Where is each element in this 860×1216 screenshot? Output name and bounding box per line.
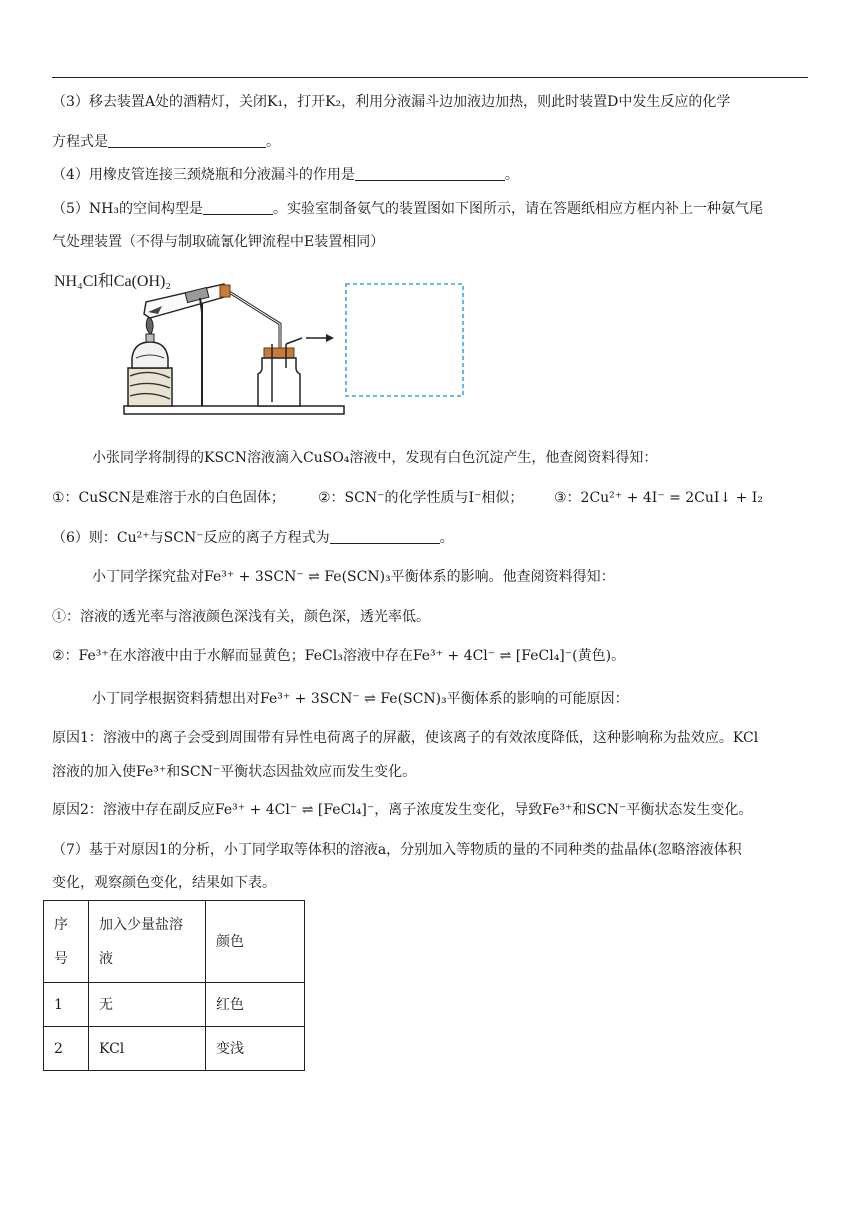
row-number: 1 xyxy=(44,983,89,1027)
ding-intro: 小丁同学探究盐对Fe³⁺ + 3SCN⁻ ⇌ Fe(SCN)₃平衡体系的影响。他查阅资料得知： xyxy=(92,569,615,585)
q7-line2: 变化，观察颜色变化，结果如下表。 xyxy=(52,875,276,891)
bottle-stopper xyxy=(264,348,294,358)
top-rule xyxy=(52,77,808,78)
q3-end: 。 xyxy=(266,134,280,150)
collection-bottle xyxy=(258,358,300,406)
row-color: 红色 xyxy=(206,983,305,1027)
q7-line1: （7）基于对原因1的分析，小丁同学取等体积的溶液a，分别加入等物质的量的不同种类的盐晶体(忽略溶液体积 xyxy=(52,842,742,858)
q5-text-b: 。实验室制备氨气的装置图如下图所示，请在答题纸相应方框内补上一种氨气尾 xyxy=(272,201,763,217)
q5-text-a: （5）NH₃的空间构型是 xyxy=(52,201,203,217)
q3-line2 xyxy=(52,132,280,152)
q3-prefix: 方程式是 xyxy=(52,134,108,150)
q5-line2: 气处理装置（不得与制取硫氰化钾流程中E装置相同） xyxy=(52,234,385,250)
q6-end: 。 xyxy=(439,530,454,546)
row-salt: KCl xyxy=(89,1027,206,1071)
stopper xyxy=(220,285,230,297)
answer-blank-q3[interactable] xyxy=(108,133,266,148)
table-header-row xyxy=(44,901,305,983)
answer-box[interactable] xyxy=(346,284,463,396)
answer-blank-q5[interactable] xyxy=(203,200,273,215)
header-number: 序 号 xyxy=(44,901,89,983)
zhang-fact1: ①：CuSCN是难溶于水的白色固体； xyxy=(52,490,285,506)
header-salt: 加入少量盐溶 液 xyxy=(89,901,206,983)
reason1-line1: 原因1：溶液中的离子会受到周围带有异性电荷离子的屏蔽，使该离子的有效浓度降低，这种影响称为盐效应。KCl xyxy=(52,730,759,746)
reason1-line2: 溶液的加入使Fe³⁺和SCN⁻平衡状态因盐效应而发生变化。 xyxy=(52,764,417,780)
zhang-fact3: ③：2Cu²⁺ + 4I⁻ = 2CuI↓ + I₂ xyxy=(554,490,763,506)
q3-line1: （3）移去装置A处的酒精灯，关闭K₁，打开K₂，利用分液漏斗边加液边加热，则此时装置D中发生反应的化学 xyxy=(52,94,731,110)
q5-line1 xyxy=(52,199,763,219)
q4-line xyxy=(52,165,519,185)
reason2: 原因2：溶液中存在副反应Fe³⁺ + 4Cl⁻ ⇌ [FeCl₄]⁻，离子浓度发生变化，导致Fe³⁺和SCN⁻平衡状态发生变化。 xyxy=(52,802,753,818)
q6-text: （6）则：Cu²⁺与SCN⁻反应的离子方程式为 xyxy=(52,530,330,546)
ammonia-apparatus-figure xyxy=(50,268,470,420)
q6-line xyxy=(52,528,454,548)
zhang-intro: 小张同学将制得的KSCN溶液滴入CuSO₄溶液中，发现有白色沉淀产生，他查阅资料得知： xyxy=(92,450,658,466)
figure-label: NH₄Cl和Ca(OH)₂ xyxy=(54,273,171,290)
ding-fact1: ①：溶液的透光率与溶液颜色深浅有关，颜色深，透光率低。 xyxy=(52,609,430,625)
ding-guess: 小丁同学根据资料猜想出对Fe³⁺ + 3SCN⁻ ⇌ Fe(SCN)₃平衡体系的影响的可能原因： xyxy=(92,691,629,707)
q4-text: （4）用橡皮管连接三颈烧瓶和分液漏斗的作用是 xyxy=(52,167,355,183)
answer-blank-q6[interactable] xyxy=(330,529,440,544)
q4-end: 。 xyxy=(504,167,519,183)
ding-fact2: ②：Fe³⁺在水溶液中由于水解而显黄色；FeCl₃溶液中存在Fe³⁺ + 4Cl⁻ ⇌ [FeCl₄]⁻(黄色)。 xyxy=(52,648,626,664)
row-salt: 无 xyxy=(89,983,206,1027)
table-row xyxy=(44,983,305,1027)
header-color: 颜色 xyxy=(206,901,305,983)
stand-base xyxy=(124,406,344,414)
row-number: 2 xyxy=(44,1027,89,1071)
result-table xyxy=(43,900,305,1071)
flame xyxy=(146,316,153,334)
zhang-fact2: ②：SCN⁻的化学性质与I⁻相似； xyxy=(318,490,524,506)
row-color: 变浅 xyxy=(206,1027,305,1071)
table-row xyxy=(44,1027,305,1071)
answer-blank-q4[interactable] xyxy=(355,166,505,181)
